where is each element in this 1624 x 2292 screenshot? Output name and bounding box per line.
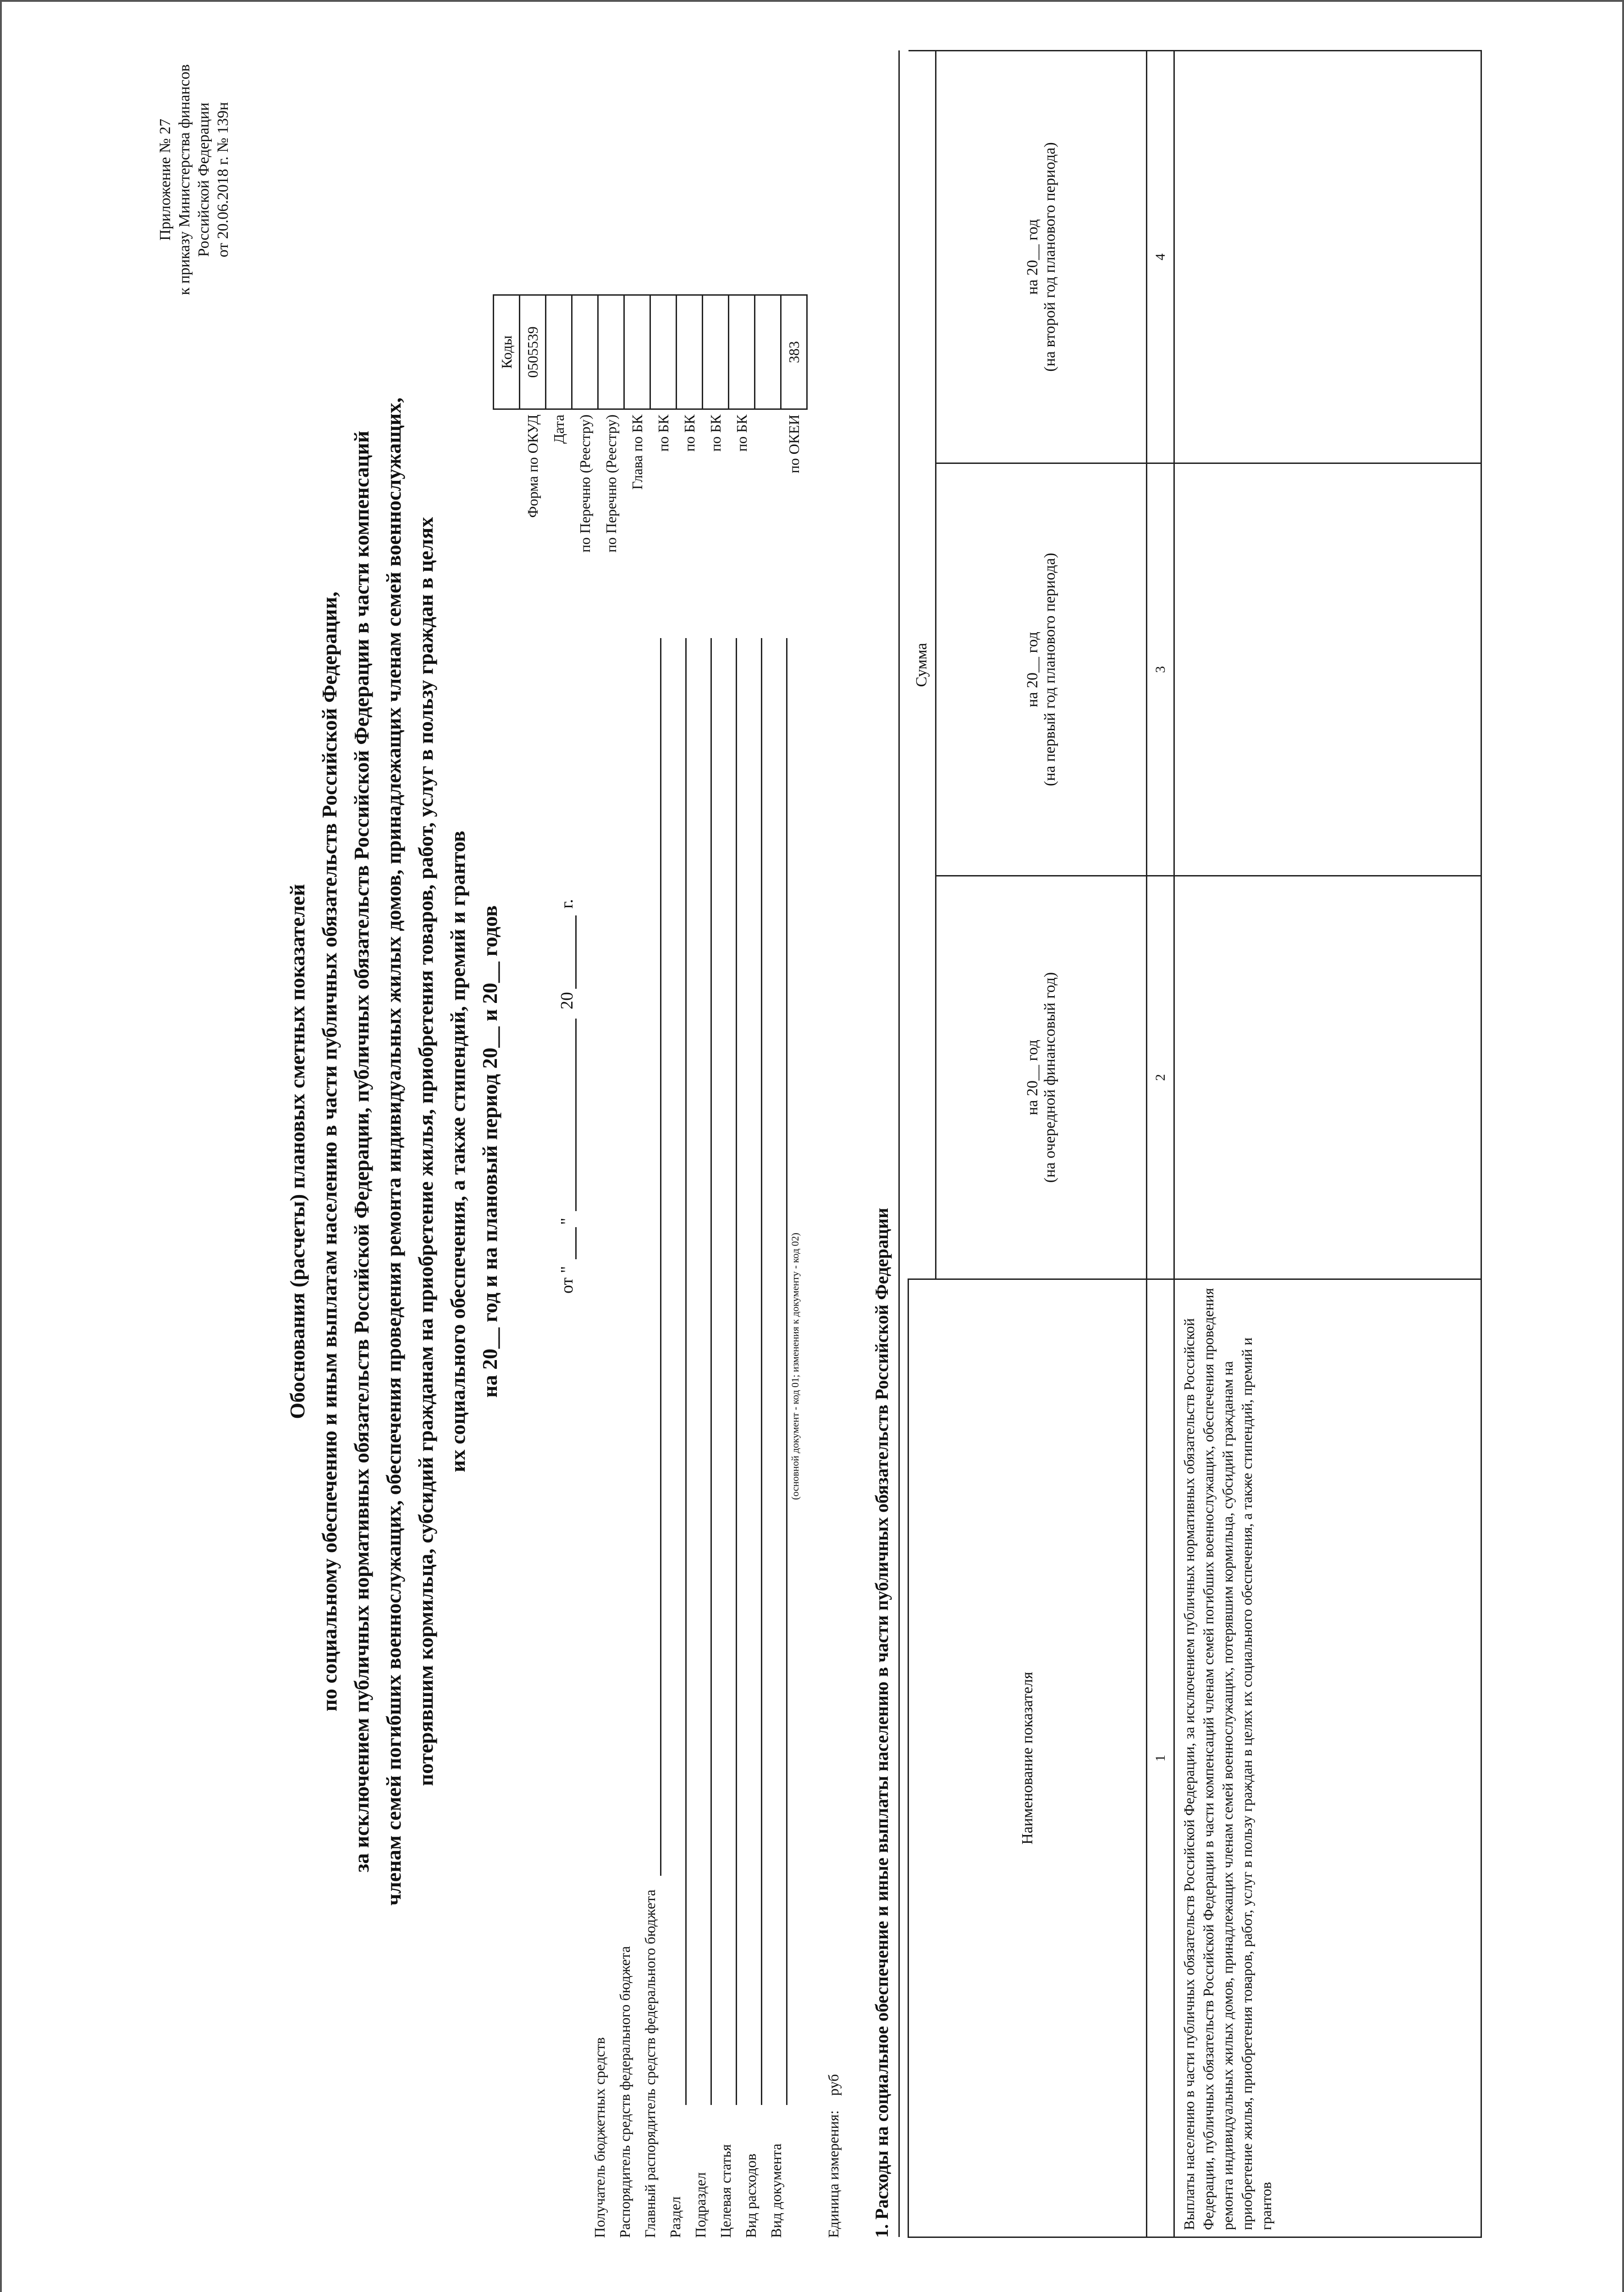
field-chief-manager-line[interactable] <box>660 638 661 1876</box>
field-section-label: Раздел <box>667 2196 683 2238</box>
appendix-note <box>156 33 233 326</box>
field-expense-type-line[interactable] <box>761 638 762 2105</box>
date-from-label: от " <box>557 1266 577 1294</box>
code-chapter-bk[interactable] <box>624 295 650 409</box>
code-label: по Перечню (Реестру) <box>602 414 619 553</box>
code-label: Форма по ОКУД <box>524 414 541 518</box>
date-year-prefix: 20 <box>557 992 577 1009</box>
sum-header: Сумма <box>908 51 936 1279</box>
code-registry-2[interactable] <box>598 295 624 409</box>
row-1-sum-year-1[interactable] <box>1174 876 1481 1279</box>
code-okud[interactable]: 0505539 <box>520 295 546 409</box>
row-1-sum-year-2[interactable] <box>1174 463 1481 876</box>
col-3-period: (на первый год планового периода) <box>1041 553 1058 786</box>
doc-type-note: (основной документ - код 01; изменения к документу - код 02) <box>789 1233 801 1500</box>
row-1-sum-year-3[interactable] <box>1174 51 1481 463</box>
col-2-year: на 20__ год <box>1024 1040 1041 1115</box>
table-row <box>1174 51 1481 2237</box>
section-1-title: 1. Расходы на социальное обеспечение и иные выплаты населению в части публичных обязательств Российской Федерации <box>871 1207 892 2238</box>
col-4-year: на 20__ год <box>1024 219 1041 295</box>
title-line-5: потерявшим кормильца, субсидий гражданам на приобретение жилья, приобретения товаров, работ, услуг в пользу граждан в целях <box>414 517 437 1786</box>
col-number-4: 4 <box>1147 51 1174 463</box>
code-label: по БК <box>733 414 750 452</box>
field-section-line[interactable] <box>685 638 687 2105</box>
code-label: по ОКЕИ <box>785 414 802 474</box>
col-4-header <box>936 51 1147 463</box>
code-label: по БК <box>707 414 724 452</box>
code-label: по БК <box>681 414 698 452</box>
title-line-2: по социальному обеспечению и иным выплатам населению в части публичных обязательств Российской Федерации, <box>318 591 341 1712</box>
col-number-1: 1 <box>1147 1279 1174 2237</box>
code-label: по БК <box>655 414 672 452</box>
col-3-year: на 20__ год <box>1024 632 1041 707</box>
code-label: Глава по БК <box>628 414 645 490</box>
title-line-6: их социального обеспечения, а также стипендий, премий и грантов <box>446 831 469 1472</box>
col-2-header <box>936 876 1147 1279</box>
field-doc-type-line[interactable] <box>786 638 787 2105</box>
date-year-field[interactable] <box>575 915 577 989</box>
field-target-article-label: Целевая статья <box>717 2144 734 2238</box>
code-bk-target[interactable] <box>703 295 729 409</box>
code-date[interactable] <box>546 295 572 409</box>
date-month-field[interactable] <box>575 1019 577 1211</box>
row-1-name: Выплаты населению в части публичных обязательств Российской Федерации, за исключением публичных нормативных обязательств Российской Федерации, публичных обязательств Российской Федерации в части компенсаций членам семей погибших военнослужащих, обеспечения проведения ремонта индивидуальных жилых домов, принадлежащих членам семей военнослужащих, потерявшим кормильца, субсидий гражданам на приобретение жилья, приобретения товаров, работ, услуг в пользу граждан в целях их социального обеспечения, а также стипендий, премий и грантов <box>1174 1279 1481 2237</box>
col-2-period: (на очередной финансовый год) <box>1041 972 1058 1183</box>
field-unit-value: руб <box>825 2074 842 2096</box>
code-bk-subsection[interactable] <box>677 295 703 409</box>
code-bk-expense[interactable] <box>729 295 755 409</box>
date-day-field[interactable] <box>575 1227 577 1259</box>
field-expense-type-label: Вид расходов <box>743 2154 759 2238</box>
field-recipient-label: Получатель бюджетных средств <box>591 2037 608 2238</box>
field-subsection-label: Подраздел <box>692 2172 709 2238</box>
code-registry-1[interactable] <box>572 295 598 409</box>
code-doc-type[interactable] <box>755 295 781 409</box>
main-table <box>898 50 1482 2238</box>
appendix-line-1: Приложение № 27 <box>157 119 174 241</box>
code-bk-section[interactable] <box>650 295 677 409</box>
date-line <box>557 812 580 1294</box>
title-line-7: на 20__ год и на плановый период 20__ и 20__ годов <box>478 905 501 1398</box>
code-label: по Перечню (Реестру) <box>576 414 593 553</box>
date-quote: " <box>557 1218 577 1225</box>
code-label: Дата <box>550 414 567 444</box>
codes-header: Коды <box>494 295 520 409</box>
code-okei[interactable]: 383 <box>781 295 807 409</box>
title-line-3: за исключением публичных нормативных обязательств Российской Федерации, публичных обязательств Российской Федерации в части компенсаций <box>350 430 373 1873</box>
date-year-suffix: г. <box>557 899 577 909</box>
col-name-header: Наименование показателя <box>908 1279 1147 2237</box>
field-doc-type-label: Вид документа <box>768 2143 784 2238</box>
appendix-line-3: от 20.06.2018 г. № 139н <box>215 102 231 258</box>
field-unit-label: Единица измерения: <box>825 2110 842 2238</box>
col-number-3: 3 <box>1147 463 1174 876</box>
field-manager-label: Распорядитель средств федерального бюджета <box>617 1946 633 2238</box>
codes-table <box>493 294 808 606</box>
col-3-header <box>936 463 1147 876</box>
col-number-2: 2 <box>1147 876 1174 1279</box>
appendix-line-2: к приказу Министерства финансов Российской Федерации <box>176 64 212 295</box>
field-subsection-line[interactable] <box>710 638 712 2105</box>
col-4-period: (на второй год планового периода) <box>1041 142 1058 372</box>
title-line-4: членам семей погибших военнослужащих, обеспечения проведения ремонта индивидуальных жилых домов, принадлежащих членам семей военнослужащих, <box>382 397 405 1906</box>
code-label <box>755 409 781 606</box>
title-line-1: Обоснования (расчеты) плановых сметных показателей <box>286 884 309 1419</box>
field-chief-manager-label: Главный распорядитель средств федерального бюджета <box>642 1890 658 2238</box>
field-target-article-line[interactable] <box>736 638 737 2105</box>
